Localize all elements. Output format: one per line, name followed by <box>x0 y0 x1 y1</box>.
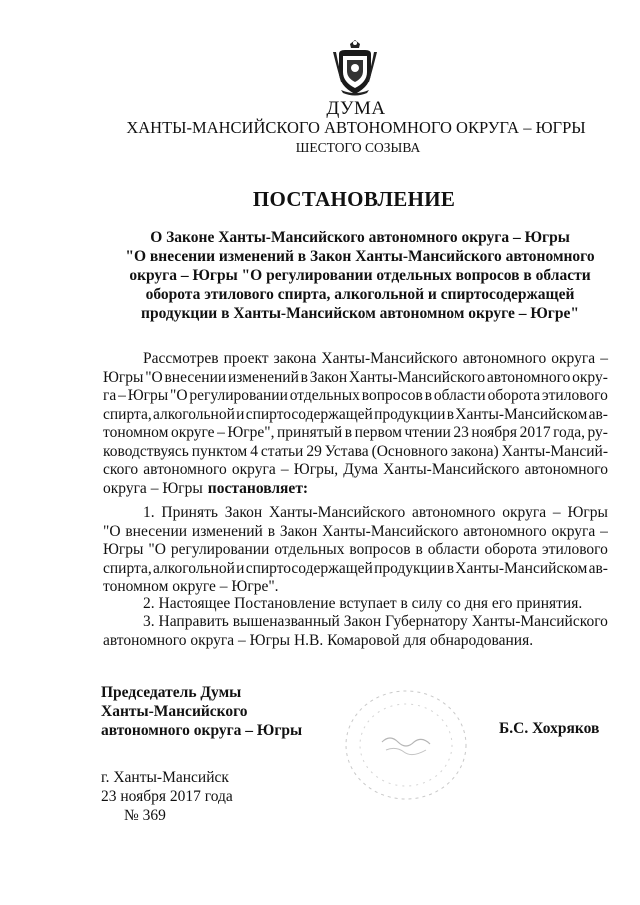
signer-position-line: автономного округа – Югры <box>101 722 303 739</box>
intro-line: Рассмотрев проект закона Ханты-Мансийского автономного округа – <box>143 350 608 367</box>
city: г. Ханты-Мансийск <box>101 769 229 786</box>
convocation: ШЕСТОГО СОЗЫВА <box>295 140 421 155</box>
item1-last-line <box>103 578 608 597</box>
title-line: округа – Югры "О регулировании отдельных вопросов в области <box>129 267 591 284</box>
item1-line: 1. Принять Закон Ханты-Мансийского автономного округа – Югры <box>143 504 608 521</box>
signer-position <box>101 683 302 740</box>
item3-last-line <box>103 632 608 651</box>
intro-line: га – Югры "О регулировании отдельных вопросов в области оборота этилового <box>103 387 608 404</box>
intro-line: спирта, алкогольной и спиртосодержащей продукции в Ханты-Мансийском ав- <box>103 405 608 423</box>
intro-last-text: округа – Югры <box>103 479 203 497</box>
intro-last-line <box>103 480 608 499</box>
official-seal-icon <box>342 686 470 804</box>
item2-line <box>103 595 608 614</box>
region-name: ХАНТЫ-МАНСИЙСКОГО АВТОНОМНОГО ОКРУГА – ЮГРЫ <box>126 118 586 137</box>
title-line: продукции в Ханты-Мансийском автономном округе – Югре" <box>141 305 579 322</box>
item1-line: спирта, алкогольной и спиртосодержащей продукции в Ханты-Мансийском ав- <box>103 559 608 577</box>
coat-of-arms-icon <box>331 38 379 96</box>
place-date-number <box>101 768 233 825</box>
signer-position-line: Ханты-Мансийского <box>101 703 248 720</box>
item2-text: 2. Настоящее Постановление вступает в силу со дня его принятия. <box>143 595 583 612</box>
date: 23 ноября 2017 года <box>101 788 233 805</box>
signer-position-line: Председатель Думы <box>101 684 242 701</box>
document-title <box>100 228 620 323</box>
intro-line: тономном округе – Югре", принятый в первом чтении 23 ноября 2017 года, ру- <box>103 424 608 441</box>
resolves-word: постановляет: <box>207 479 309 497</box>
item-3 <box>103 613 608 650</box>
signer-name: Б.С. Хохряков <box>499 720 600 737</box>
document-type: ПОСТАНОВЛЕНИЕ <box>252 187 456 211</box>
intro-paragraph <box>103 350 608 498</box>
title-line: оборота этилового спирта, алкогольной и спиртосодержащей <box>145 286 575 303</box>
item3-last-text: автономного округа – Югры Н.В. Комаровой для обнародования. <box>103 631 534 649</box>
document-number: № 369 <box>124 807 166 824</box>
title-line: "О внесении изменений в Закон Ханты-Мансийского автономного <box>125 248 595 265</box>
intro-line: Югры "О внесении изменений в Закон Ханты-Мансийского автономного окру- <box>103 368 608 386</box>
item-2 <box>103 595 608 614</box>
item1-last-text: тономном округе – Югре". <box>103 578 279 595</box>
item3-line: 3. Направить вышеназванный Закон Губернатору Ханты-Мансийского <box>143 613 608 630</box>
intro-line: ководствуясь пунктом 4 статьи 29 Устава (Основного закона) Ханты-Мансий- <box>103 442 608 460</box>
item-1 <box>103 504 608 597</box>
item1-line: Югры "О регулировании отдельных вопросов в области оборота этилового <box>103 541 608 558</box>
title-line: О Законе Ханты-Мансийского автономного округа – Югры <box>150 229 570 246</box>
org-name: ДУМА <box>326 98 386 119</box>
item1-line: "О внесении изменений в Закон Ханты-Мансийского автономного округа – <box>103 522 608 540</box>
intro-line: ского автономного округа – Югры, Дума Ханты-Мансийского автономного <box>103 461 608 478</box>
